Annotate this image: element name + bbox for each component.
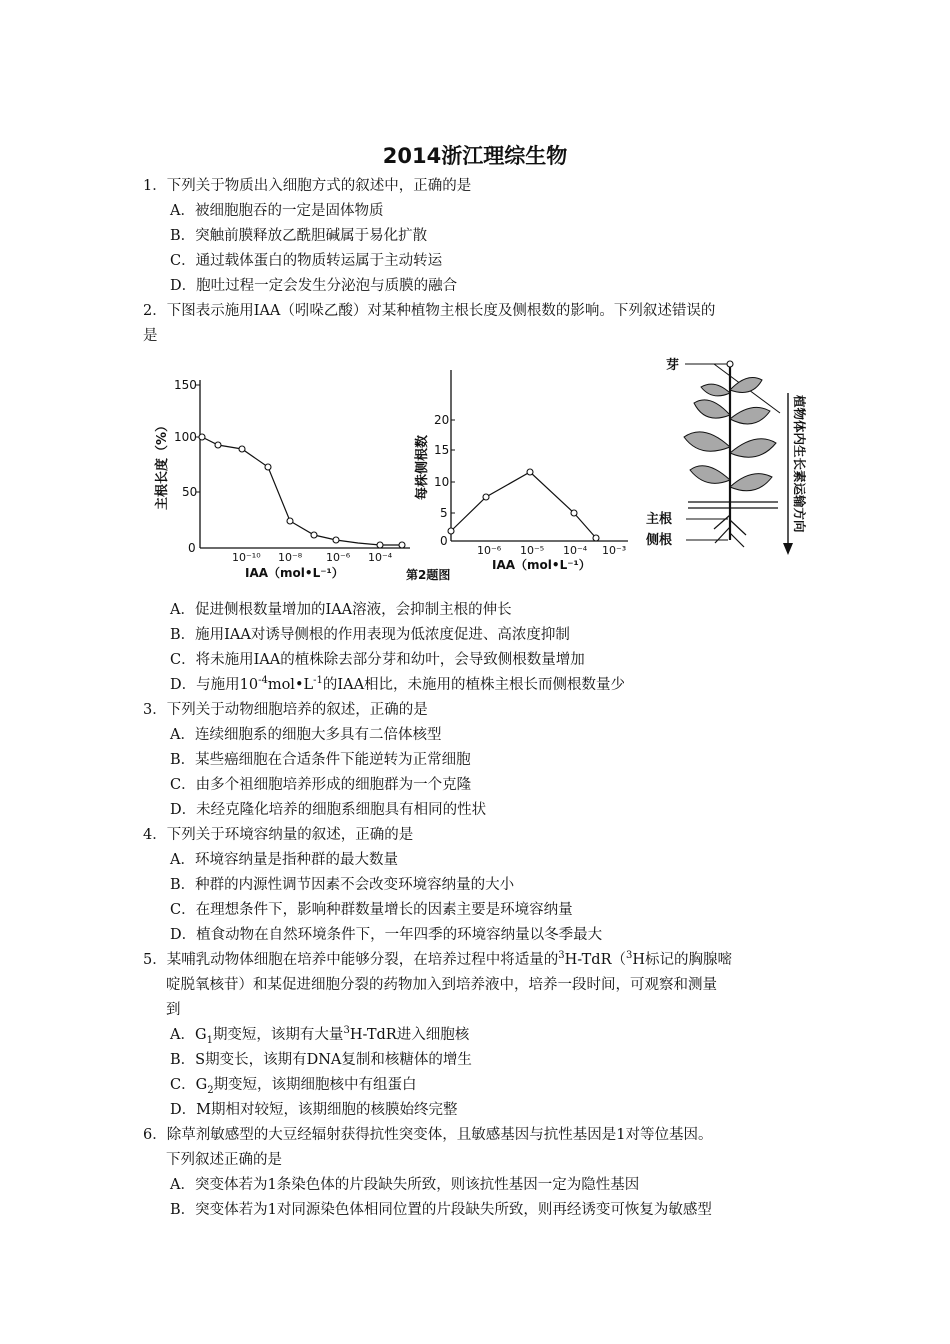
left-xtick-label-1: 10⁻¹⁰	[232, 551, 261, 564]
mid-xtick-label-2: 10⁻⁵	[520, 544, 545, 557]
leaf-icon-4	[730, 407, 770, 424]
q5-stem-line1: 5．某哺乳动物体细胞在培养中能够分裂，在培养过程中将适量的$^3$H-TdR（$^3$H标记的胸腺嘧	[143, 950, 733, 968]
q6-option-a: A．突变体若为1条染色体的片段缺失所致，则该抗性基因一定为隐性基因	[170, 1177, 640, 1193]
q1-stem: 1．下列关于物质出入细胞方式的叙述中，正确的是	[143, 178, 472, 194]
left-ytick-label-50: 50	[182, 485, 198, 499]
mid-point-5	[593, 535, 599, 541]
q2-option-b: B．施用IAA对诱导侧根的作用表现为低浓度促进、高浓度抑制	[170, 627, 570, 643]
q3-option-d: D．未经克隆化培养的细胞系细胞具有相同的性状	[170, 802, 487, 818]
left-xtick-label-2: 10⁻⁸	[278, 551, 303, 564]
left-point-7	[333, 537, 339, 543]
q6-stem-line1: 6．除草剂敏感型的大豆经辐射获得抗性突变体，且敏感基因与抗性基因是1对等位基因。	[143, 1127, 713, 1143]
left-ytick-label-0: 0	[188, 541, 196, 555]
q5-stem-line2: 啶脱氧核苷）和某促进细胞分裂的药物加入到培养液中，培养一段时间，可观察和测量	[166, 977, 717, 993]
left-point-1	[199, 434, 205, 440]
q4-option-d: D．植食动物在自然环境条件下，一年四季的环境容纳量以冬季最大	[170, 927, 603, 943]
q4-option-a: A．环境容纳量是指种群的最大数量	[170, 852, 398, 868]
q4-option-c: C．在理想条件下，影响种群数量增长的因素主要是环境容纳量	[170, 902, 573, 918]
figure-caption: 第2题图	[406, 568, 451, 582]
q3-stem: 3．下列关于动物细胞培养的叙述，正确的是	[143, 702, 428, 718]
q2-figure	[140, 355, 820, 595]
mid-ytick-label-5: 5	[440, 506, 448, 520]
mid-point-2	[483, 494, 489, 500]
q6-stem-line2: 下列叙述正确的是	[166, 1152, 282, 1168]
leaf-icon-5	[684, 432, 730, 451]
q4-option-b: B．种群的内源性调节因素不会改变环境容纳量的大小	[170, 877, 515, 893]
lateral-root-4	[730, 533, 744, 547]
q5-option-d: D．M期相对较短，该期细胞的核膜始终完整	[170, 1102, 458, 1118]
left-ytick-label-100: 100	[174, 430, 197, 444]
plant-diagram	[645, 357, 807, 555]
left-xtick-label-3: 10⁻⁶	[326, 551, 351, 564]
leaf-icon-3	[694, 400, 730, 418]
left-point-9	[399, 542, 405, 548]
q1-option-a: A．被细胞胞吞的一定是固体物质	[170, 203, 384, 219]
left-x-label: IAA（mol•L⁻¹）	[245, 566, 344, 580]
q2-stem-line1: 2．下图表示施用IAA（吲哚乙酸）对某种植物主根长度及侧根数的影响。下列叙述错误的	[143, 303, 716, 319]
mid-point-3	[527, 469, 533, 475]
mid-ytick-label-15: 15	[434, 443, 450, 457]
page-title: 2014浙江理综生物	[382, 144, 568, 168]
leaf-icon-6	[730, 439, 776, 457]
left-point-8	[377, 542, 383, 548]
left-chart	[154, 378, 410, 580]
bud-label: 芽	[666, 358, 680, 373]
q3-option-a: A．连续细胞系的细胞大多具有二倍体核型	[170, 727, 442, 743]
mid-ytick-label-20: 20	[434, 413, 450, 427]
q3-option-b: B．某些癌细胞在合适条件下能逆转为正常细胞	[170, 752, 471, 768]
left-point-5	[287, 518, 293, 524]
leaf-icon-2	[701, 384, 730, 396]
q2-option-a: A．促进侧根数量增加的IAA溶液，会抑制主根的伸长	[170, 602, 512, 618]
q5-option-b: B．S期变长，该期有DNA复制和核糖体的增生	[170, 1052, 472, 1068]
q1-option-d: D．胞吐过程一定会发生分泌泡与质膜的融合	[170, 278, 458, 294]
mid-xtick-label-4: 10⁻³	[602, 544, 627, 557]
mid-ytick-label-10: 10	[434, 475, 450, 489]
left-point-4	[265, 464, 271, 470]
left-ytick-label-150: 150	[174, 378, 197, 392]
q3-option-c: C．由多个祖细胞培养形成的细胞群为一个克隆	[170, 777, 472, 793]
mid-chart	[406, 370, 628, 582]
left-point-6	[311, 532, 317, 538]
q2-option-c: C．将未施用IAA的植株除去部分芽和幼叶，会导致侧根数量增加	[170, 652, 585, 668]
mid-y-label: 每株侧根数	[415, 434, 430, 500]
mid-point-1	[448, 528, 454, 534]
left-y-label: 主根长度（%）	[155, 418, 170, 510]
q4-stem: 4．下列关于环境容纳量的叙述，正确的是	[143, 827, 414, 843]
left-xtick-label-4: 10⁻⁴	[368, 551, 393, 564]
q2-figure-svg	[140, 355, 820, 595]
left-point-2	[215, 442, 221, 448]
left-series-line	[202, 437, 402, 545]
mid-xtick-label-3: 10⁻⁴	[563, 544, 588, 557]
main-root-label: 主根	[646, 512, 673, 527]
q5-stem-line3: 到	[166, 1002, 181, 1018]
bud-marker-icon	[727, 361, 733, 367]
leaf-icon-7	[690, 466, 730, 484]
q6-option-b: B．突变体若为1对同源染色体相同位置的片段缺失所致，则再经诱变可恢复为敏感型	[170, 1202, 712, 1218]
arrow-down-icon	[783, 543, 793, 555]
mid-ytick-label-0: 0	[440, 534, 448, 548]
q1-option-b: B．突触前膜释放乙酰胆碱属于易化扩散	[170, 228, 428, 244]
lateral-root-label: 侧根	[646, 533, 673, 548]
mid-point-4	[571, 510, 577, 516]
q2-option-d: D．与施用$10^{-4}mol•L^{-1}$的IAA相比，未施用的植株主根长而侧根数量少	[170, 675, 626, 693]
mid-series-line	[451, 472, 596, 538]
mid-xtick-label-1: 10⁻⁶	[477, 544, 502, 557]
transport-direction-label: 植物体内生长素运输方向	[792, 395, 807, 533]
lateral-root-1	[714, 515, 730, 529]
left-point-3	[239, 446, 245, 452]
q1-option-c: C．通过载体蛋白的物质转运属于主动转运	[170, 253, 443, 269]
mid-x-label: IAA（mol•L⁻¹）	[492, 558, 591, 572]
q5-option-a: A．$G_1$期变短，该期有大量$^3$H-TdR进入细胞核	[170, 1025, 470, 1046]
q5-option-c: C．$G_2$期变短，该期细胞核中有组蛋白	[170, 1077, 417, 1096]
lateral-root-3	[715, 527, 730, 543]
lateral-root-2	[730, 520, 746, 535]
leaf-icon-8	[730, 474, 772, 491]
q2-stem-line2: 是	[143, 328, 158, 344]
